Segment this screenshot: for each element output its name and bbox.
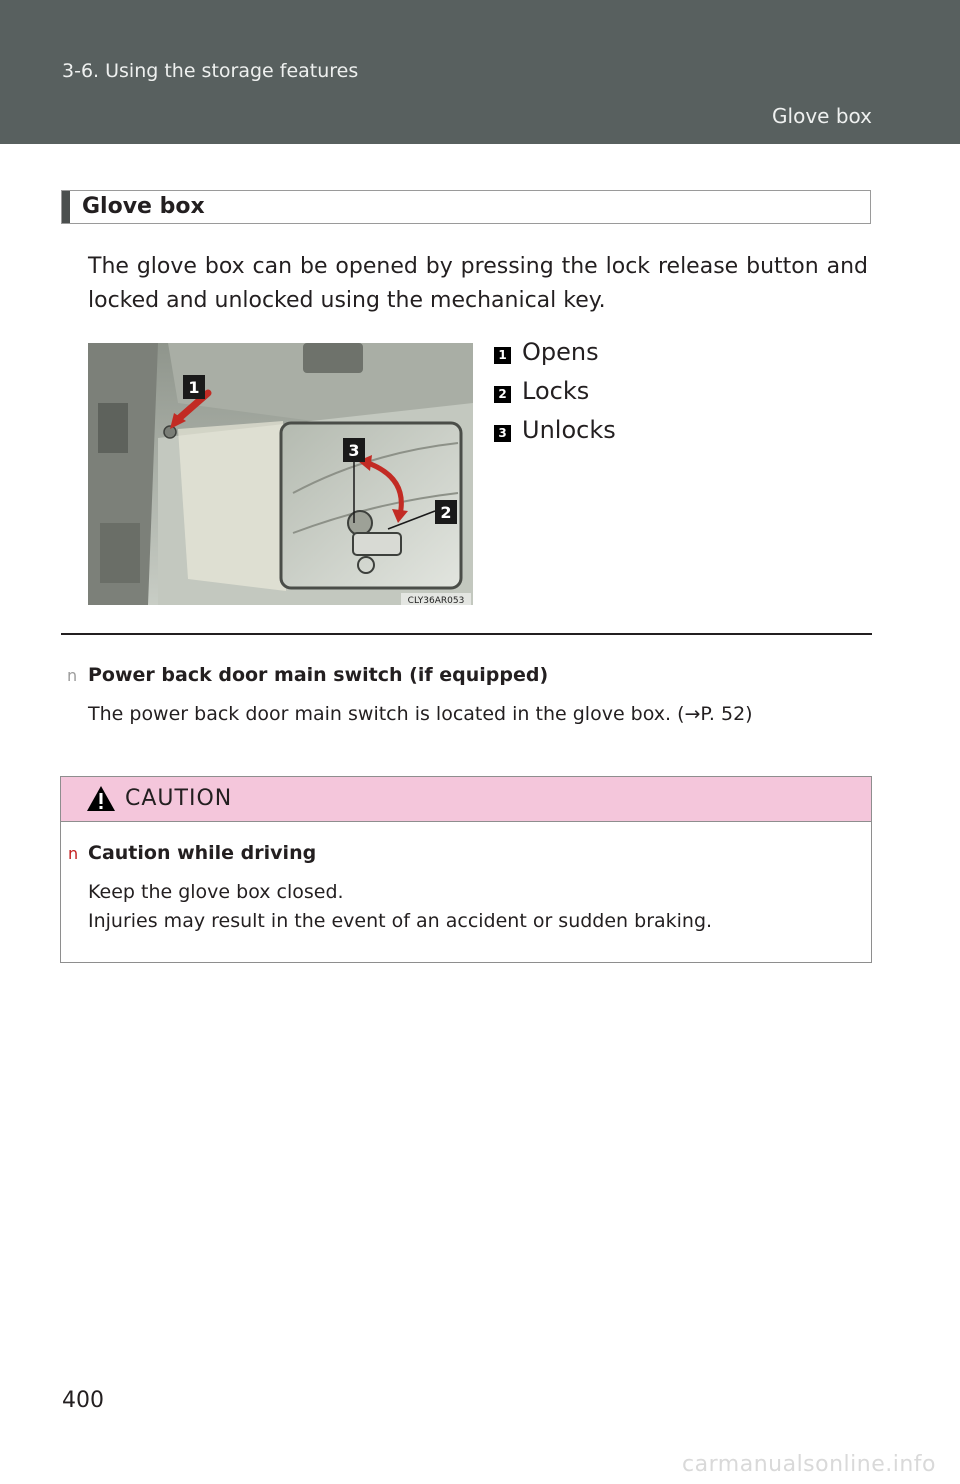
- legend-label-locks: Locks: [522, 377, 590, 405]
- page-number: 400: [62, 1388, 104, 1413]
- legend-number-2: 2: [494, 386, 511, 403]
- figure-code: CLY36AR053: [407, 596, 465, 605]
- caution-header: [61, 777, 871, 822]
- legend-item-locks: [494, 377, 694, 407]
- glove-box-illustration: [88, 343, 473, 605]
- callout-3-label: 3: [348, 441, 360, 460]
- watermark: carmanualsonline.info: [682, 1452, 936, 1477]
- legend-item-opens: [494, 338, 694, 368]
- caution-bullet: n: [68, 844, 79, 863]
- header-section-title: 3-6. Using the storage features: [62, 60, 359, 82]
- callout-1-label: 1: [188, 378, 200, 397]
- warning-triangle-icon: [86, 785, 116, 812]
- note-heading: Power back door main switch (if equipped): [88, 664, 549, 686]
- legend-item-unlocks: [494, 416, 694, 446]
- legend-number-1: 1: [494, 347, 511, 364]
- glove-box-photo: [88, 343, 473, 605]
- section-divider: [61, 633, 872, 635]
- note-bullet: n: [67, 666, 78, 685]
- legend-label-opens: Opens: [522, 338, 599, 366]
- section-heading-bar: [61, 190, 871, 224]
- legend-number-3: 3: [494, 425, 511, 442]
- page-header: [0, 0, 960, 144]
- callout-2-label: 2: [440, 503, 452, 522]
- header-topic-title: Glove box: [772, 104, 872, 128]
- section-heading-accent: [62, 191, 70, 223]
- note-body: The power back door main switch is located in the glove box. (→P. 52): [88, 703, 753, 725]
- caution-line-1: Keep the glove box closed.: [88, 881, 344, 903]
- caution-label: CAUTION: [125, 786, 233, 811]
- section-title: Glove box: [82, 194, 205, 219]
- intro-paragraph: The glove box can be opened by pressing the lock release button and locked and unlocked using the mechanical key.: [88, 254, 868, 313]
- caution-heading: Caution while driving: [88, 842, 317, 864]
- caution-box: [60, 776, 872, 963]
- caution-line-2: Injuries may result in the event of an accident or sudden braking.: [88, 910, 713, 932]
- legend-label-unlocks: Unlocks: [522, 416, 616, 444]
